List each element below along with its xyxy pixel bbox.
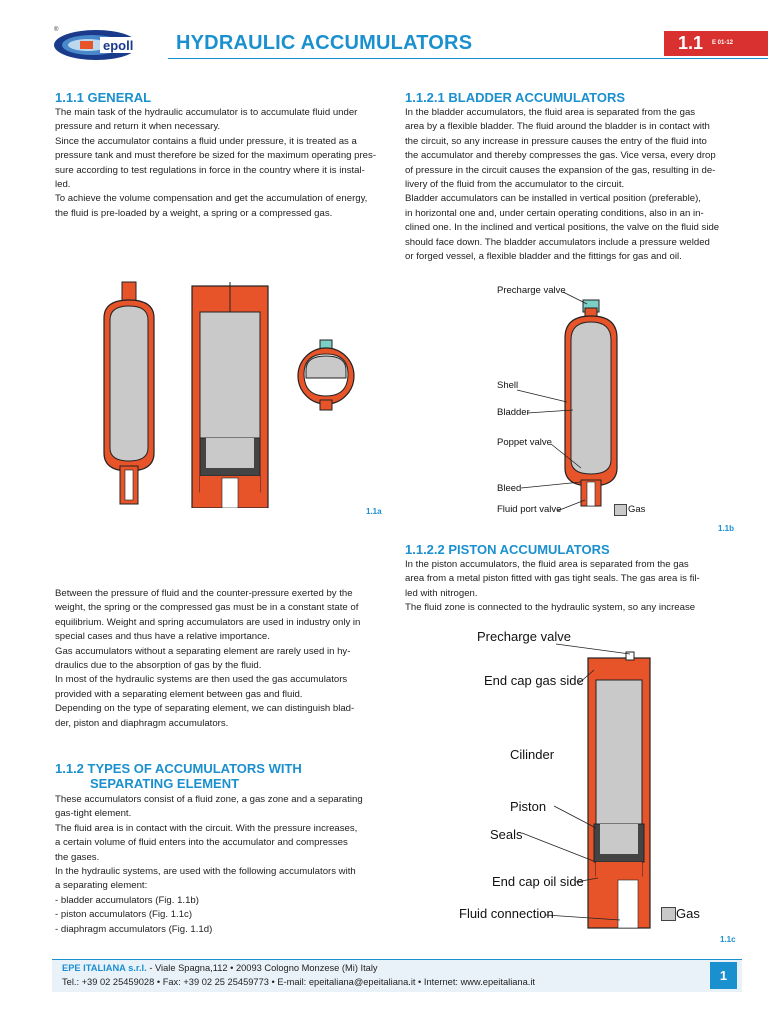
- figure-1b-label: 1.1b: [718, 524, 735, 533]
- gas-legend-swatch: [614, 504, 627, 516]
- footer-company: EPE ITALIANA s.r.l.: [62, 963, 147, 973]
- piston-text: In the piston accumulators, the fluid area is separated from the gas area from a metal piston fitted with gas tight seals. The gas area is fil- led with nitrogen. The fluid zone is connected to the hydraulic system, so any increase: [405, 559, 700, 614]
- callout-shell: Shell: [497, 380, 519, 391]
- page-number: 1: [710, 962, 737, 989]
- figure-1a: [90, 278, 380, 508]
- heading-bladder: 1.1.2.1 BLADDER ACCUMULATORS: [405, 90, 626, 105]
- section-badge: [664, 31, 768, 56]
- section-number: 1.1: [678, 33, 704, 53]
- piston-accumulator-drawing: [192, 282, 268, 508]
- callout-fluid-connection: Fluid connection: [459, 906, 554, 921]
- heading-general: 1.1.1 GENERAL: [55, 90, 152, 105]
- callout-bladder: Bladder: [497, 407, 530, 418]
- types-text: These accumulators consist of a fluid zone, a gas zone and a separating gas-tight element. The fluid area is in contact with the circuit. With the pressure increases, a certain volume of fluid enters into the accumulator and compresses the gases. In the hydraulic systems, are used with the following accumulators with a separating element: - bladder accumulators (Fig. 1.1b) - piston accumulators (Fig. 1.1c) - diaphragm accumulators (Fig. 1.1d): [55, 794, 363, 935]
- gas-legend-label: Gas: [628, 504, 646, 515]
- callout-seals: Seals: [490, 827, 523, 842]
- pressure-text: Between the pressure of fluid and the counter-pressure exerted by the weight, the spring or the compressed gas must be in a constant state of equilibrium. Weight and spring accumulators are used in industry only in special cases and thus have a relative importance. Gas accumulators without a separating element are rarely used in hy- draulics due to the absorption of gas by the fluid. In most of the hydraulic systems are then used the gas accumulators provided with a separating element between gas and fluid. Depending on the type of separating element, we can distinguish blad- der, piston and diaphragm accumulators.: [55, 588, 361, 729]
- svg-text:epoll: epoll: [103, 38, 134, 53]
- general-text: The main task of the hydraulic accumulator is to accumulate fluid under pressure and return it when necessary. Since the accumulator contains a fluid under pressure, it is treated as a pressure tank and must therefore be sized for the maximum operating pres- sure according to test regulations in force in the country where it is instal- led. To achieve the volume compensation and get the accumulation of energy, the fluid is pre-loaded by a weight, a spring or a compressed gas.: [55, 107, 377, 219]
- heading-piston: 1.1.2.2 PISTON ACCUMULATORS: [405, 542, 610, 557]
- figure-1c-label: 1.1c: [720, 935, 736, 944]
- callout-precharge-valve: Precharge valve: [497, 285, 566, 296]
- callout-piston: Piston: [510, 799, 547, 814]
- footer-address: EPE ITALIANA s.r.l. - Viale Spagna,112 • 20093 Cologno Monzese (Mi) Italy: [62, 963, 378, 973]
- bladder-accumulator-detail: [565, 300, 617, 506]
- callout-fluid-port-valve: Fluid port valve: [497, 504, 562, 515]
- bladder-text: In the bladder accumulators, the fluid area is separated from the gas area by a flexible bladder. The fluid around the bladder is in contact with the circuit, so any increase in pressure causes the entry of the fluid into the accumulator and thereby compresses the gas. Vice versa, every drop of pressure in the circuit causes the expansion of the gas, resulting in de- livery of the fluid from the accumulator to the circuit. Bladder accumulators can be installed in vertical position (preferable), in horizontal one and, under certain operating conditions, also in an in- clined one. In the inclined and vertical positions, the valve on the fluid side should face down. The bladder accumulators include a pressure welded or forged vessel, a flexible bladder and the fittings for gas and oil.: [405, 107, 720, 263]
- gas-legend-label-1c: Gas: [676, 906, 700, 921]
- bladder-accumulator-drawing: [104, 282, 154, 504]
- callout-precharge-valve-1c: Precharge valve: [477, 629, 571, 644]
- callout-end-cap-oil-side: End cap oil side: [492, 874, 584, 889]
- company-logo: [52, 24, 160, 64]
- svg-text:®: ®: [54, 27, 59, 33]
- callout-end-cap-gas-side: End cap gas side: [484, 673, 584, 688]
- diaphragm-accumulator-drawing: [298, 340, 354, 410]
- footer: [52, 960, 742, 992]
- header-rule: [168, 58, 768, 59]
- callout-cylinder: Cilinder: [510, 747, 555, 762]
- piston-accumulator-detail: [588, 652, 650, 928]
- footer-contacts: Tel.: +39 02 25459028 • Fax: +39 02 25 25459773 • E-mail: epeitaliana@epeitaliana.it • Internet: www.epeitaliana.it: [62, 977, 535, 987]
- callout-poppet-valve: Poppet valve: [497, 437, 552, 448]
- callout-bleed: Bleed: [497, 483, 522, 494]
- heading-types: 1.1.2 TYPES OF ACCUMULATORS WITH SEPARATING ELEMENT: [55, 761, 302, 791]
- page-title: HYDRAULIC ACCUMULATORS: [176, 32, 473, 54]
- section-code: E 01-12: [712, 40, 734, 46]
- figure-1a-label: 1.1a: [366, 507, 382, 516]
- gas-legend-swatch-1c: [661, 907, 676, 921]
